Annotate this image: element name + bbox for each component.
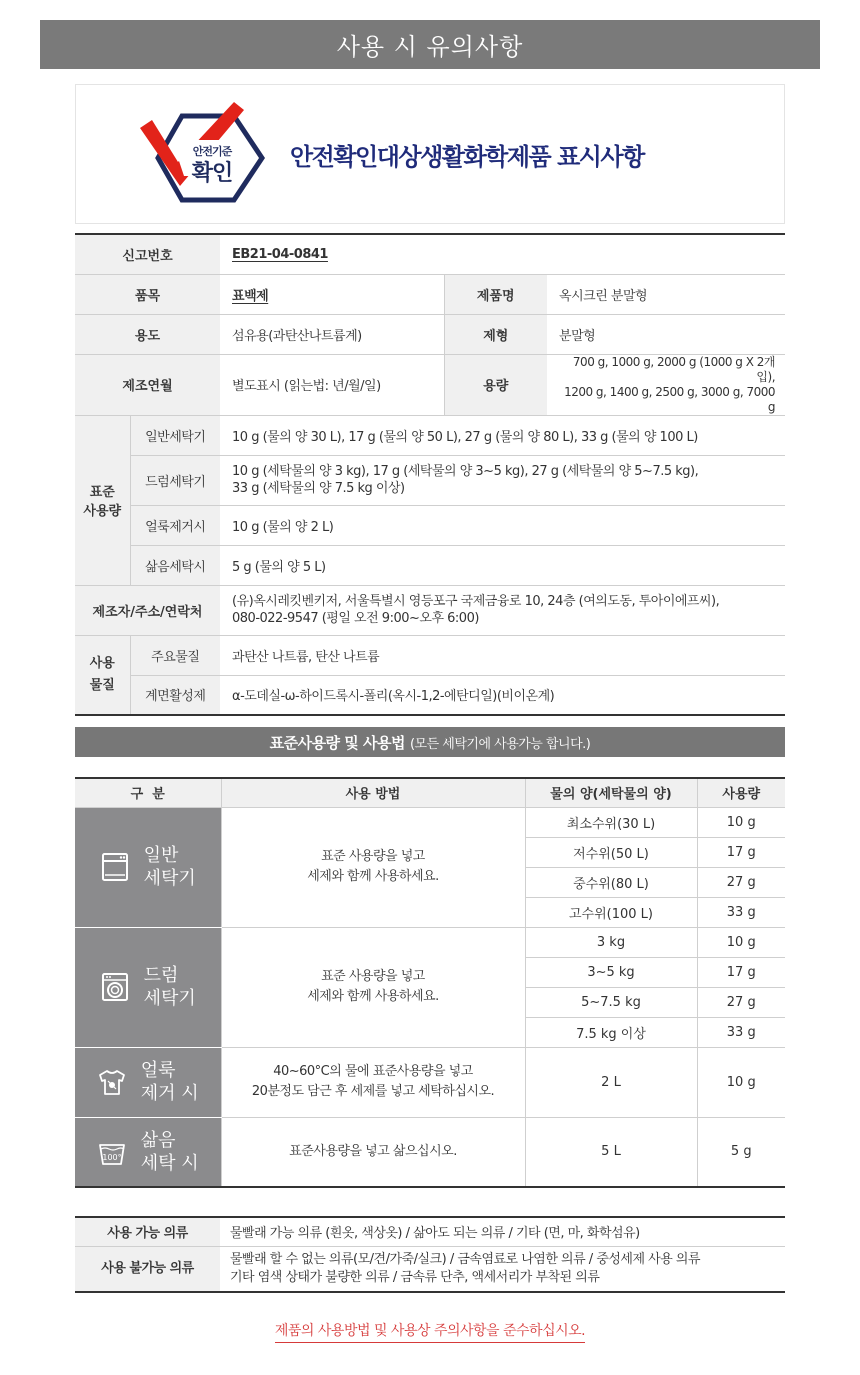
- method-line-1: 표준 사용량을 넣고: [321, 969, 425, 984]
- method-line-2: 세제와 함께 사용하세요.: [307, 989, 439, 1004]
- form-label: 제형: [444, 314, 547, 354]
- capacity-label: 용량: [444, 354, 547, 415]
- safety-title: 안전확인대상생활화학제품 표시사항: [290, 142, 644, 171]
- method-line-1: 표준 사용량을 넣고: [321, 849, 425, 864]
- report-no-label: 신고번호: [75, 234, 220, 274]
- standard-usage-label-2: 사용량: [83, 504, 122, 519]
- maker-line-1: (유)옥시레킷벤키저, 서울특별시 영등포구 국제금융로 10, 24층 (여의도동, 투아이에프씨),: [232, 594, 720, 609]
- dose: 33 g: [697, 1017, 785, 1047]
- table-row: [75, 1217, 785, 1246]
- category-stain-removal: [75, 1047, 221, 1117]
- table-row: [75, 675, 785, 715]
- table-row: [75, 1047, 785, 1117]
- dose: 27 g: [697, 867, 785, 897]
- product-spec-table: [75, 233, 785, 716]
- table-row: [75, 274, 785, 314]
- std-row-value-line-1: 10 g (세탁물의 양 3 kg), 17 g (세탁물의 양 3~5 kg), 27 g (세탁물의 양 5~7.5 kg),: [232, 464, 699, 479]
- dose: 17 g: [697, 957, 785, 987]
- maker-label: 제조자/주소/연락처: [75, 585, 220, 635]
- usage-section-banner: [75, 727, 785, 757]
- category-boil-wash: [75, 1117, 221, 1187]
- report-no-value: EB21-04-0841: [232, 246, 328, 262]
- product-name-label: 제품명: [444, 274, 547, 314]
- logo-caption: 안전기준: [192, 145, 232, 158]
- mfg-date-value: 별도표시 (읽는법: 년/월/일): [220, 354, 444, 415]
- capacity-line-2: 1200 g, 1400 g, 2500 g, 3000 g, 7000 g: [564, 384, 776, 414]
- header-water-amount: 물의 양(세탁물의 양): [525, 778, 697, 807]
- category-label-1: 얼룩: [140, 1060, 176, 1081]
- method-cell: [221, 1047, 525, 1117]
- category-label-2: 세탁기: [143, 988, 196, 1009]
- logo-main-text: 확인: [191, 161, 233, 186]
- water-amount: 2 L: [525, 1047, 697, 1117]
- surfactant-value: α-도데실-ω-하이드록시-폴리(옥시-1,2-에탄디일)(비이온계): [220, 675, 785, 715]
- method-line-2: 20분정도 담근 후 세제를 넣고 세탁하십시오.: [251, 1084, 495, 1099]
- table-row: [75, 455, 785, 505]
- category-label-1: 삶음: [140, 1129, 176, 1151]
- substance-label: [75, 635, 130, 715]
- dose: 27 g: [697, 987, 785, 1017]
- category-general-washer: [75, 807, 221, 927]
- water-amount: 중수위(80 L): [525, 867, 697, 897]
- usage-method-table: [75, 777, 785, 1188]
- item-value: 표백제: [232, 288, 269, 304]
- category-label-1: 드럼: [143, 965, 179, 986]
- dose: 10 g: [697, 1047, 785, 1117]
- unusable-fabric-line-1: 물빨래 할 수 없는 의류(모/견/가죽/실크) / 금속염료로 나염한 의류 / 중성세제 사용 의류: [230, 1251, 701, 1267]
- dose: 33 g: [697, 897, 785, 927]
- table-row: [75, 1246, 785, 1292]
- capacity-line-1: 700 g, 1000 g, 2000 g (1000 g X 2개입),: [572, 354, 776, 384]
- std-row-value: 10 g (물의 양 30 L), 17 g (물의 양 50 L), 27 g (물의 양 80 L), 33 g (물의 양 100 L): [220, 415, 785, 455]
- washing-machine-icon: [100, 852, 130, 882]
- category-label-2: 세탁 시: [140, 1152, 199, 1174]
- table-row: [75, 354, 785, 415]
- safety-check-logo: [138, 100, 266, 208]
- usage-value: 섬유용(과탄산나트륨계): [220, 314, 444, 354]
- water-amount: 최소수위(30 L): [525, 807, 697, 837]
- standard-usage-label: [75, 415, 130, 585]
- unusable-fabric-line-2: 기타 염색 상태가 불량한 의류 / 금속류 단추, 액세서리가 부착된 의류: [230, 1269, 600, 1285]
- table-row: [75, 314, 785, 354]
- fabric-compatibility-table: [75, 1216, 785, 1293]
- usable-fabric-value: 물빨래 가능 의류 (흰옷, 색상옷) / 삶아도 되는 의류 / 기타 (면, 마, 화학섬유): [220, 1217, 785, 1246]
- usage-section-note: (모든 세탁기에 사용가능 합니다.): [409, 736, 591, 752]
- usable-fabric-label: 사용 가능 의류: [75, 1217, 220, 1246]
- table-row: [75, 545, 785, 585]
- boiling-pot-icon: [97, 1137, 127, 1167]
- page-title: 사용 시 유의사항: [336, 33, 524, 61]
- usage-section-title: 표준사용량 및 사용법: [269, 733, 405, 752]
- std-row-value: 5 g (물의 양 5 L): [220, 545, 785, 585]
- std-row-label: 삶음세탁시: [130, 545, 220, 585]
- table-header-row: [75, 778, 785, 807]
- water-amount: 저수위(50 L): [525, 837, 697, 867]
- page-title-banner: [40, 20, 820, 69]
- dose: 10 g: [697, 927, 785, 957]
- dose: 10 g: [697, 807, 785, 837]
- category-drum-washer: [75, 927, 221, 1047]
- category-label-1: 일반: [143, 845, 179, 866]
- table-row: [75, 927, 785, 957]
- pot-temperature: 100°: [102, 1152, 122, 1162]
- header-dose: 사용량: [697, 778, 785, 807]
- method-cell: [221, 807, 525, 927]
- table-row: [75, 635, 785, 675]
- table-row: [75, 1117, 785, 1187]
- method-cell: [221, 927, 525, 1047]
- form-value: 분말형: [547, 314, 785, 354]
- mfg-date-label: 제조연월: [75, 354, 220, 415]
- product-name-value: 옥시크린 분말형: [547, 274, 785, 314]
- surfactant-label: 계면활성제: [130, 675, 220, 715]
- dose: 17 g: [697, 837, 785, 867]
- std-row-label: 일반세탁기: [130, 415, 220, 455]
- method-line-1: 40~60°C의 물에 표준사용량을 넣고: [273, 1064, 473, 1079]
- main-substance-value: 과탄산 나트륨, 탄산 나트륨: [220, 635, 785, 675]
- std-row-label: 드럼세탁기: [130, 455, 220, 505]
- std-row-value-line-2: 33 g (세탁물의 양 7.5 kg 이상): [232, 481, 405, 496]
- safety-confirmation-box: [75, 84, 785, 224]
- main-substance-label: 주요물질: [130, 635, 220, 675]
- water-amount: 7.5 kg 이상: [525, 1017, 697, 1047]
- substance-label-1: 사용: [89, 655, 115, 671]
- header-category: 구 분: [75, 778, 221, 807]
- item-label: 품목: [75, 274, 220, 314]
- dose: 5 g: [697, 1117, 785, 1187]
- water-amount: 고수위(100 L): [525, 897, 697, 927]
- category-label-2: 제거 시: [140, 1083, 199, 1104]
- maker-line-2: 080-022-9547 (평일 오전 9:00~오후 6:00): [232, 611, 479, 626]
- substance-label-2: 물질: [89, 677, 115, 693]
- method-line-1: 표준사용량을 넣고 삶으십시오.: [289, 1143, 457, 1159]
- table-row: [75, 807, 785, 837]
- method-line-2: 세제와 함께 사용하세요.: [307, 869, 439, 884]
- method-cell: [221, 1117, 525, 1187]
- std-row-value: 10 g (물의 양 2 L): [220, 505, 785, 545]
- category-label-2: 세탁기: [143, 868, 196, 889]
- table-row: [75, 585, 785, 635]
- unusable-fabric-value: [220, 1246, 785, 1292]
- caution-footer: [0, 1320, 860, 1340]
- table-row: [75, 234, 785, 274]
- table-row: [75, 415, 785, 455]
- caution-text: 제품의 사용방법 및 사용상 주의사항을 준수하십시오.: [275, 1323, 585, 1343]
- standard-usage-label-1: 표준: [89, 485, 115, 500]
- water-amount: 3 kg: [525, 927, 697, 957]
- table-row: [75, 505, 785, 545]
- unusable-fabric-label: 사용 불가능 의류: [75, 1246, 220, 1292]
- stained-shirt-icon: [97, 1067, 127, 1097]
- header-method: 사용 방법: [221, 778, 525, 807]
- water-amount: 5 L: [525, 1117, 697, 1187]
- usage-label: 용도: [75, 314, 220, 354]
- drum-washer-icon: [100, 972, 130, 1002]
- std-row-label: 얼룩제거시: [130, 505, 220, 545]
- water-amount: 5~7.5 kg: [525, 987, 697, 1017]
- water-amount: 3~5 kg: [525, 957, 697, 987]
